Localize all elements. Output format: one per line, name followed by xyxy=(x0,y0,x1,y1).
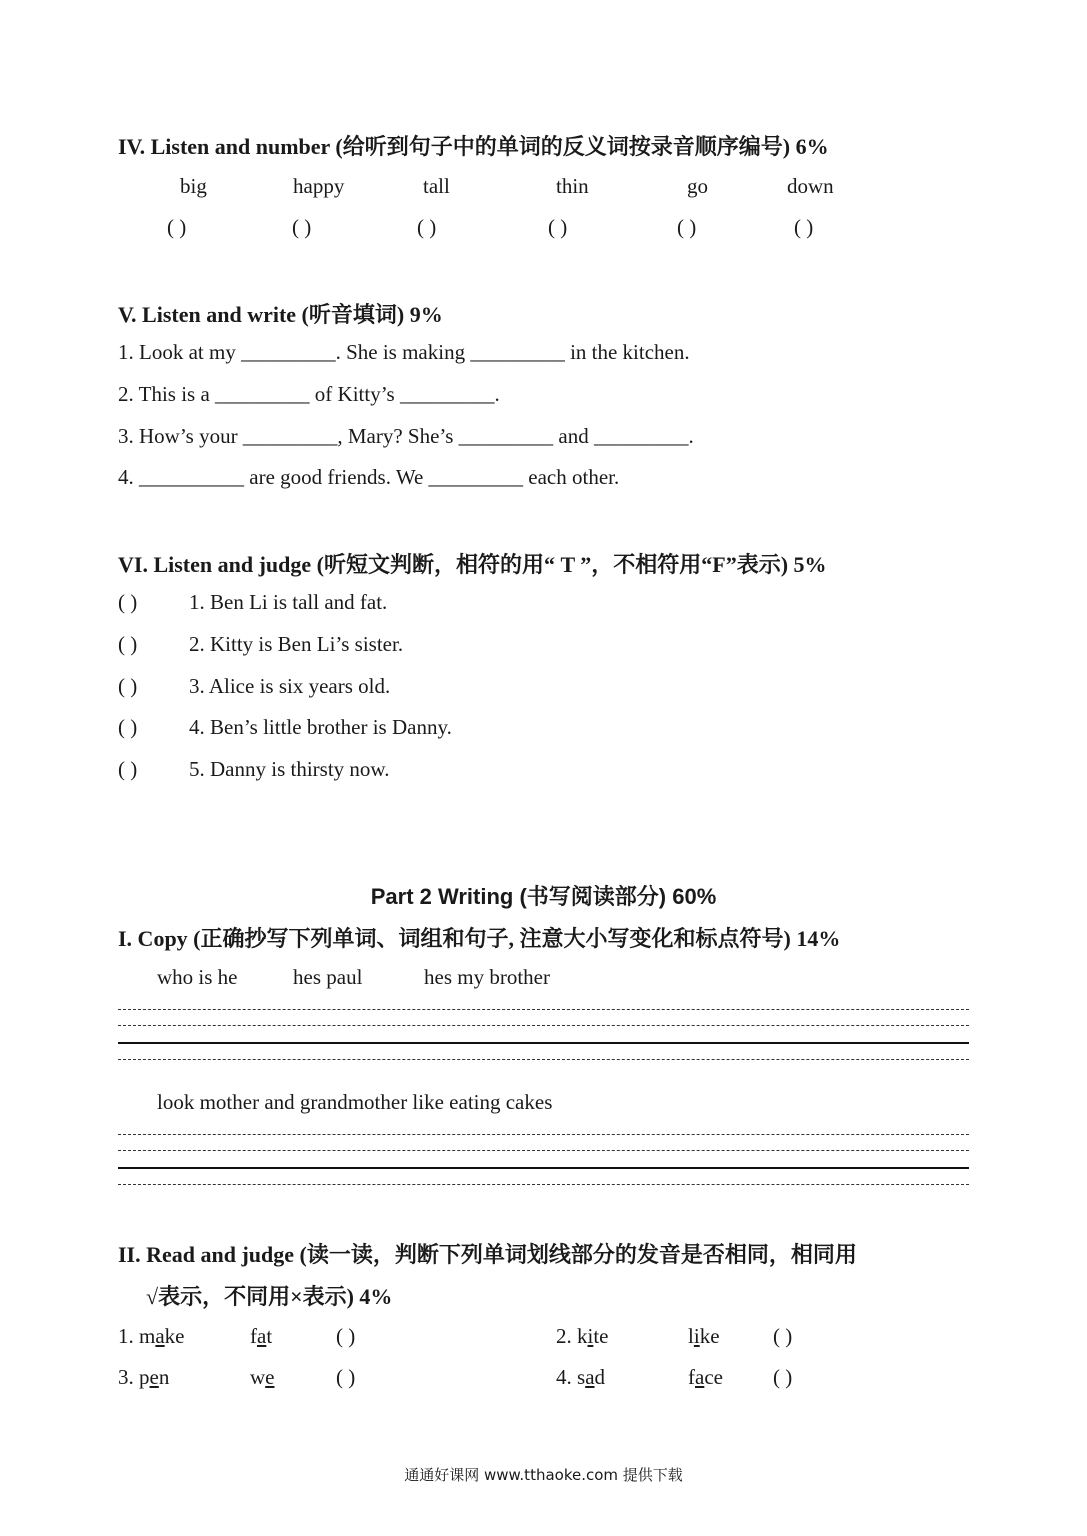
read-judge-title-cont: √表示，不同用×表示) 4% xyxy=(146,1284,393,1309)
read-item-1: 1. make xyxy=(118,1324,185,1348)
judge-blank[interactable]: ( ) xyxy=(118,715,138,739)
fill-line-4[interactable]: 4. __________ are good friends. We _________ each other. xyxy=(118,465,620,489)
fill-line-2[interactable]: 2. This is a _________ of Kitty’s _________. xyxy=(118,382,500,406)
copy-phrase-1: who is he xyxy=(157,965,238,989)
read-blank-3[interactable]: ( ) xyxy=(336,1365,356,1389)
judge-blank[interactable]: ( ) xyxy=(118,674,138,698)
read-blank-1[interactable]: ( ) xyxy=(336,1324,356,1348)
number-blank[interactable]: ( ) xyxy=(794,215,814,239)
read-item-1-word2: fat xyxy=(250,1324,273,1348)
copy-phrase-3: hes my brother xyxy=(424,965,550,989)
word-down: down xyxy=(787,174,834,198)
judge-blank[interactable]: ( ) xyxy=(118,632,138,656)
number-blank[interactable]: ( ) xyxy=(292,215,312,239)
read-item-4-word2: face xyxy=(688,1365,723,1389)
number-blank[interactable]: ( ) xyxy=(167,215,187,239)
read-judge-title: II. Read and judge (读一读，判断下列单词划线部分的发音是否相同，相同用 xyxy=(118,1242,857,1267)
judge-item-5: 5. Danny is thirsty now. xyxy=(189,757,390,781)
judge-item-2: 2. Kitty is Ben Li’s sister. xyxy=(189,632,404,656)
part-2-title: Part 2 Writing (书写阅读部分) 60% xyxy=(370,884,717,909)
word-thin: thin xyxy=(556,174,589,198)
number-blank[interactable]: ( ) xyxy=(417,215,437,239)
writing-guide-line xyxy=(118,1134,969,1135)
writing-base-line xyxy=(118,1167,969,1169)
writing-guide-line xyxy=(118,1025,969,1026)
fill-line-3[interactable]: 3. How’s your _________, Mary? She’s _________ and _________. xyxy=(118,424,694,448)
writing-guide-line xyxy=(118,1150,969,1151)
read-item-2: 2. kite xyxy=(556,1324,609,1348)
word-tall: tall xyxy=(423,174,450,198)
writing-guide-line xyxy=(118,1184,969,1185)
section-6-title: VI. Listen and judge (听短文判断，相符的用“ T ”，不相符用“F”表示) 5% xyxy=(118,552,827,577)
read-item-3: 3. pen xyxy=(118,1365,170,1389)
writing-base-line xyxy=(118,1042,969,1044)
word-big: big xyxy=(180,174,207,198)
page-footer: 通通好课网 www.tthaoke.com 提供下载 xyxy=(404,1466,683,1484)
section-5-title: V. Listen and write (听音填词) 9% xyxy=(118,302,443,327)
read-blank-4[interactable]: ( ) xyxy=(773,1365,793,1389)
read-item-3-word2: we xyxy=(250,1365,275,1389)
word-go: go xyxy=(687,174,708,198)
judge-item-1: 1. Ben Li is tall and fat. xyxy=(189,590,388,614)
judge-item-3: 3. Alice is six years old. xyxy=(189,674,391,698)
section-4-title: IV. Listen and number (给听到句子中的单词的反义词按录音顺序编号) 6% xyxy=(118,134,829,159)
copy-phrase-2: hes paul xyxy=(293,965,363,989)
number-blank[interactable]: ( ) xyxy=(548,215,568,239)
word-happy: happy xyxy=(293,174,345,198)
writing-guide-line xyxy=(118,1059,969,1060)
writing-guide-line xyxy=(118,1009,969,1010)
read-item-2-word2: like xyxy=(688,1324,720,1348)
judge-item-4: 4. Ben’s little brother is Danny. xyxy=(189,715,452,739)
number-blank[interactable]: ( ) xyxy=(677,215,697,239)
read-item-4: 4. sad xyxy=(556,1365,606,1389)
copy-sentence: look mother and grandmother like eating cakes xyxy=(157,1090,553,1114)
judge-blank[interactable]: ( ) xyxy=(118,590,138,614)
fill-line-1[interactable]: 1. Look at my _________. She is making _________ in the kitchen. xyxy=(118,340,690,364)
judge-blank[interactable]: ( ) xyxy=(118,757,138,781)
copy-section-title: I. Copy (正确抄写下列单词、词组和句子, 注意大小写变化和标点符号) 14% xyxy=(118,926,841,951)
read-blank-2[interactable]: ( ) xyxy=(773,1324,793,1348)
